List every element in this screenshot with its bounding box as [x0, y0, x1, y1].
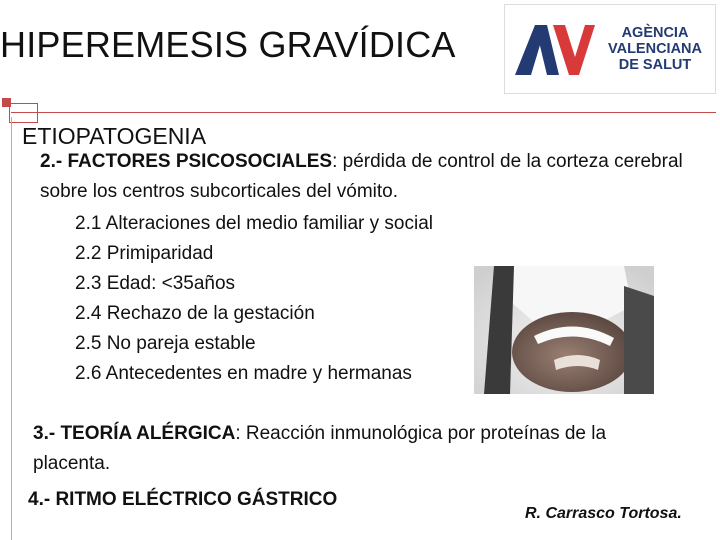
- left-border-line: [11, 117, 12, 540]
- point-2-paragraph: [40, 147, 700, 207]
- title-divider: [11, 112, 716, 113]
- list-item: 2.4 Rechazo de la gestación: [75, 303, 315, 324]
- decor-square-filled: [2, 98, 11, 107]
- point-2-heading: 2.- FACTORES PSICOSOCIALES: [40, 151, 333, 172]
- list-item: 2.1 Alteraciones del medio familiar y social: [75, 213, 434, 234]
- list-item: 2.3 Edad: <35años: [75, 273, 236, 294]
- author-credit: R. Carrasco Tortosa.: [525, 505, 682, 522]
- agency-logo-text: [601, 25, 709, 73]
- slide-title: HIPEREMESIS GRAVÍDICA: [0, 24, 456, 65]
- pregnant-woman-photo: [474, 266, 654, 394]
- logo-line-2: VALENCIANA: [608, 41, 702, 57]
- point-2-text: : pérdida de control de la corteza cerebral sobre los centros subcorticales del vómito.: [40, 151, 683, 202]
- point-4-heading: [28, 485, 337, 515]
- section-heading: ETIOPATOGENIA: [22, 123, 207, 149]
- factor-list: [75, 209, 433, 389]
- logo-line-1: AGÈNCIA: [621, 25, 689, 41]
- point-3-text: : Reacción inmunológica por proteínas de la placenta.: [33, 423, 607, 474]
- point-4-text: 4.- RITMO ELÉCTRICO GÁSTRICO: [28, 489, 338, 510]
- agency-logo: [504, 4, 716, 94]
- logo-line-3: DE SALUT: [618, 57, 692, 73]
- list-item: 2.2 Primiparidad: [75, 243, 214, 264]
- list-item: 2.5 No pareja estable: [75, 333, 256, 354]
- point-3-heading: 3.- TEORÍA ALÉRGICA: [33, 423, 236, 444]
- av-logo-mark: [513, 23, 597, 77]
- decor-square-outline: [9, 103, 38, 123]
- list-item: 2.6 Antecedentes en madre y hermanas: [75, 363, 412, 384]
- point-3-paragraph: [33, 419, 633, 479]
